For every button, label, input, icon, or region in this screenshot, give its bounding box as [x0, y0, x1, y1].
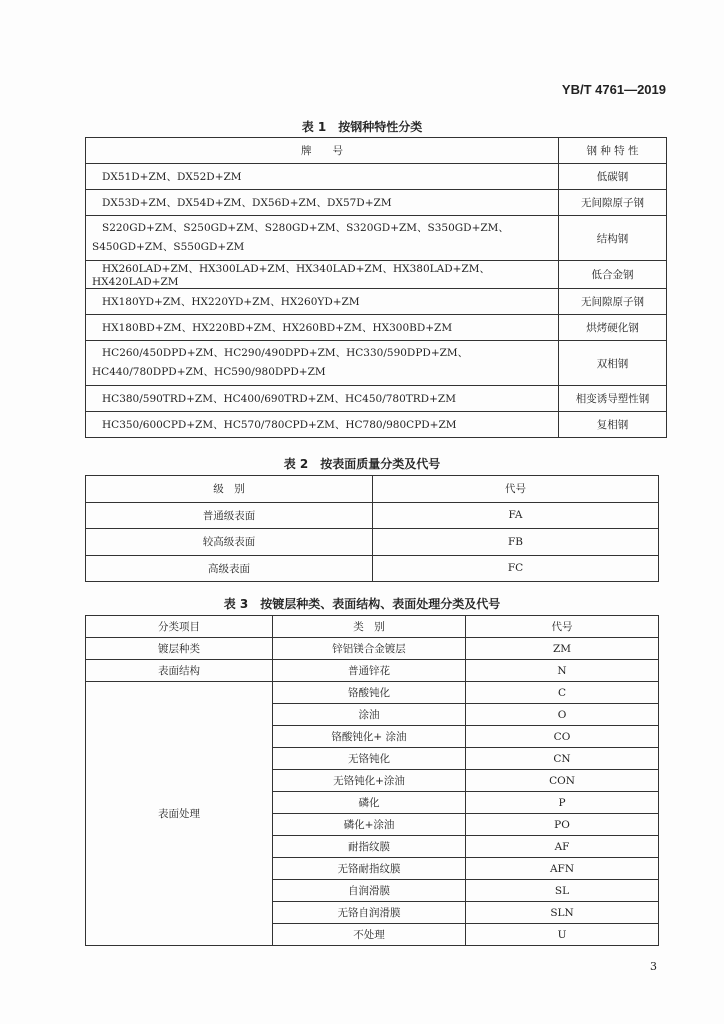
table-row — [86, 555, 659, 582]
steel-type-cell: 结构钢 — [559, 216, 667, 261]
code-cell: AF — [466, 836, 659, 858]
code-cell: AFN — [466, 858, 659, 880]
header-cell: 代号 — [373, 476, 659, 503]
type-cell: 铬酸钝化+ 涂油 — [273, 726, 466, 748]
type-cell: 不处理 — [273, 924, 466, 946]
type-cell: 无铬钝化 — [273, 748, 466, 770]
grade-cell: HC260/450DPD+ZM、HC290/490DPD+ZM、HC330/590DPD+ZM、HC440/780DPD+ZM、HC590/980DPD+ZM — [86, 341, 559, 386]
grade-cell: DX51D+ZM、DX52D+ZM — [86, 164, 559, 190]
type-cell: 铬酸钝化 — [273, 682, 466, 704]
page-number: 3 — [650, 960, 657, 973]
table-row — [86, 190, 667, 216]
grade-cell: HX180YD+ZM、HX220YD+ZM、HX260YD+ZM — [86, 289, 559, 315]
table3-coating-classification — [85, 615, 659, 946]
header-cell: 类 别 — [273, 616, 466, 638]
code-cell: FB — [373, 529, 659, 556]
table2-title: 表 2 按表面质量分类及代号 — [283, 457, 441, 471]
code-cell: PO — [466, 814, 659, 836]
code-cell: SL — [466, 880, 659, 902]
code-cell: SLN — [466, 902, 659, 924]
table-row — [86, 164, 667, 190]
type-cell: 涂油 — [273, 704, 466, 726]
header-cell: 牌 号 — [86, 138, 559, 164]
grade-cell: S220GD+ZM、S250GD+ZM、S280GD+ZM、S320GD+ZM、S350GD+ZM、S450GD+ZM、S550GD+ZM — [86, 216, 559, 261]
table2-surface-quality — [85, 475, 659, 582]
type-cell: 耐指纹膜 — [273, 836, 466, 858]
table-row — [86, 341, 667, 386]
grade-cell: HX260LAD+ZM、HX300LAD+ZM、HX340LAD+ZM、HX380LAD+ZM、HX420LAD+ZM — [86, 261, 559, 289]
grade-cell: DX53D+ZM、DX54D+ZM、DX56D+ZM、DX57D+ZM — [86, 190, 559, 216]
header-cell: 分类项目 — [86, 616, 273, 638]
code-cell: FC — [373, 555, 659, 582]
category-cell: 表面处理 — [86, 682, 273, 946]
type-cell: 无铬自润滑膜 — [273, 902, 466, 924]
code-cell: CO — [466, 726, 659, 748]
level-cell: 高级表面 — [86, 555, 373, 582]
table-row — [86, 660, 659, 682]
code-cell: U — [466, 924, 659, 946]
code-cell: N — [466, 660, 659, 682]
type-cell: 锌铝镁合金镀层 — [273, 638, 466, 660]
grade-cell: HC380/590TRD+ZM、HC400/690TRD+ZM、HC450/780TRD+ZM — [86, 386, 559, 412]
code-cell: P — [466, 792, 659, 814]
code-cell: O — [466, 704, 659, 726]
header-cell: 级 别 — [86, 476, 373, 503]
table-row — [86, 638, 659, 660]
type-cell: 自润滑膜 — [273, 880, 466, 902]
table1-title: 表 1 按钢种特性分类 — [301, 120, 423, 134]
header-cell: 钢 种 特 性 — [559, 138, 667, 164]
code-cell: CON — [466, 770, 659, 792]
table-row — [86, 386, 667, 412]
table-row — [86, 502, 659, 529]
table-row — [86, 261, 667, 289]
code-cell: ZM — [466, 638, 659, 660]
table-row — [86, 289, 667, 315]
table-row — [86, 216, 667, 261]
table-row — [86, 682, 659, 704]
steel-type-cell: 烘烤硬化钢 — [559, 315, 667, 341]
table-header-row — [86, 476, 659, 503]
category-cell: 表面结构 — [86, 660, 273, 682]
steel-type-cell: 相变诱导塑性钢 — [559, 386, 667, 412]
type-cell: 无铬耐指纹膜 — [273, 858, 466, 880]
standard-number: YB/T 4761—2019 — [561, 82, 666, 97]
steel-type-cell: 无间隙原子钢 — [559, 190, 667, 216]
table-header-row — [86, 138, 667, 164]
code-cell: FA — [373, 502, 659, 529]
category-cell: 镀层种类 — [86, 638, 273, 660]
table-row — [86, 412, 667, 438]
steel-type-cell: 无间隙原子钢 — [559, 289, 667, 315]
table-row — [86, 529, 659, 556]
level-cell: 较高级表面 — [86, 529, 373, 556]
table3-title: 表 3 按镀层种类、表面结构、表面处理分类及代号 — [223, 597, 501, 611]
steel-type-cell: 双相钢 — [559, 341, 667, 386]
type-cell: 无铬钝化+涂油 — [273, 770, 466, 792]
type-cell: 普通锌花 — [273, 660, 466, 682]
grade-cell: HC350/600CPD+ZM、HC570/780CPD+ZM、HC780/980CPD+ZM — [86, 412, 559, 438]
code-cell: C — [466, 682, 659, 704]
code-cell: CN — [466, 748, 659, 770]
table-row — [86, 315, 667, 341]
grade-cell: HX180BD+ZM、HX220BD+ZM、HX260BD+ZM、HX300BD+ZM — [86, 315, 559, 341]
table1-steel-classification — [85, 137, 667, 438]
level-cell: 普通级表面 — [86, 502, 373, 529]
steel-type-cell: 低碳钢 — [559, 164, 667, 190]
header-cell: 代号 — [466, 616, 659, 638]
type-cell: 磷化 — [273, 792, 466, 814]
type-cell: 磷化+涂油 — [273, 814, 466, 836]
table-header-row — [86, 616, 659, 638]
steel-type-cell: 低合金钢 — [559, 261, 667, 289]
steel-type-cell: 复相钢 — [559, 412, 667, 438]
